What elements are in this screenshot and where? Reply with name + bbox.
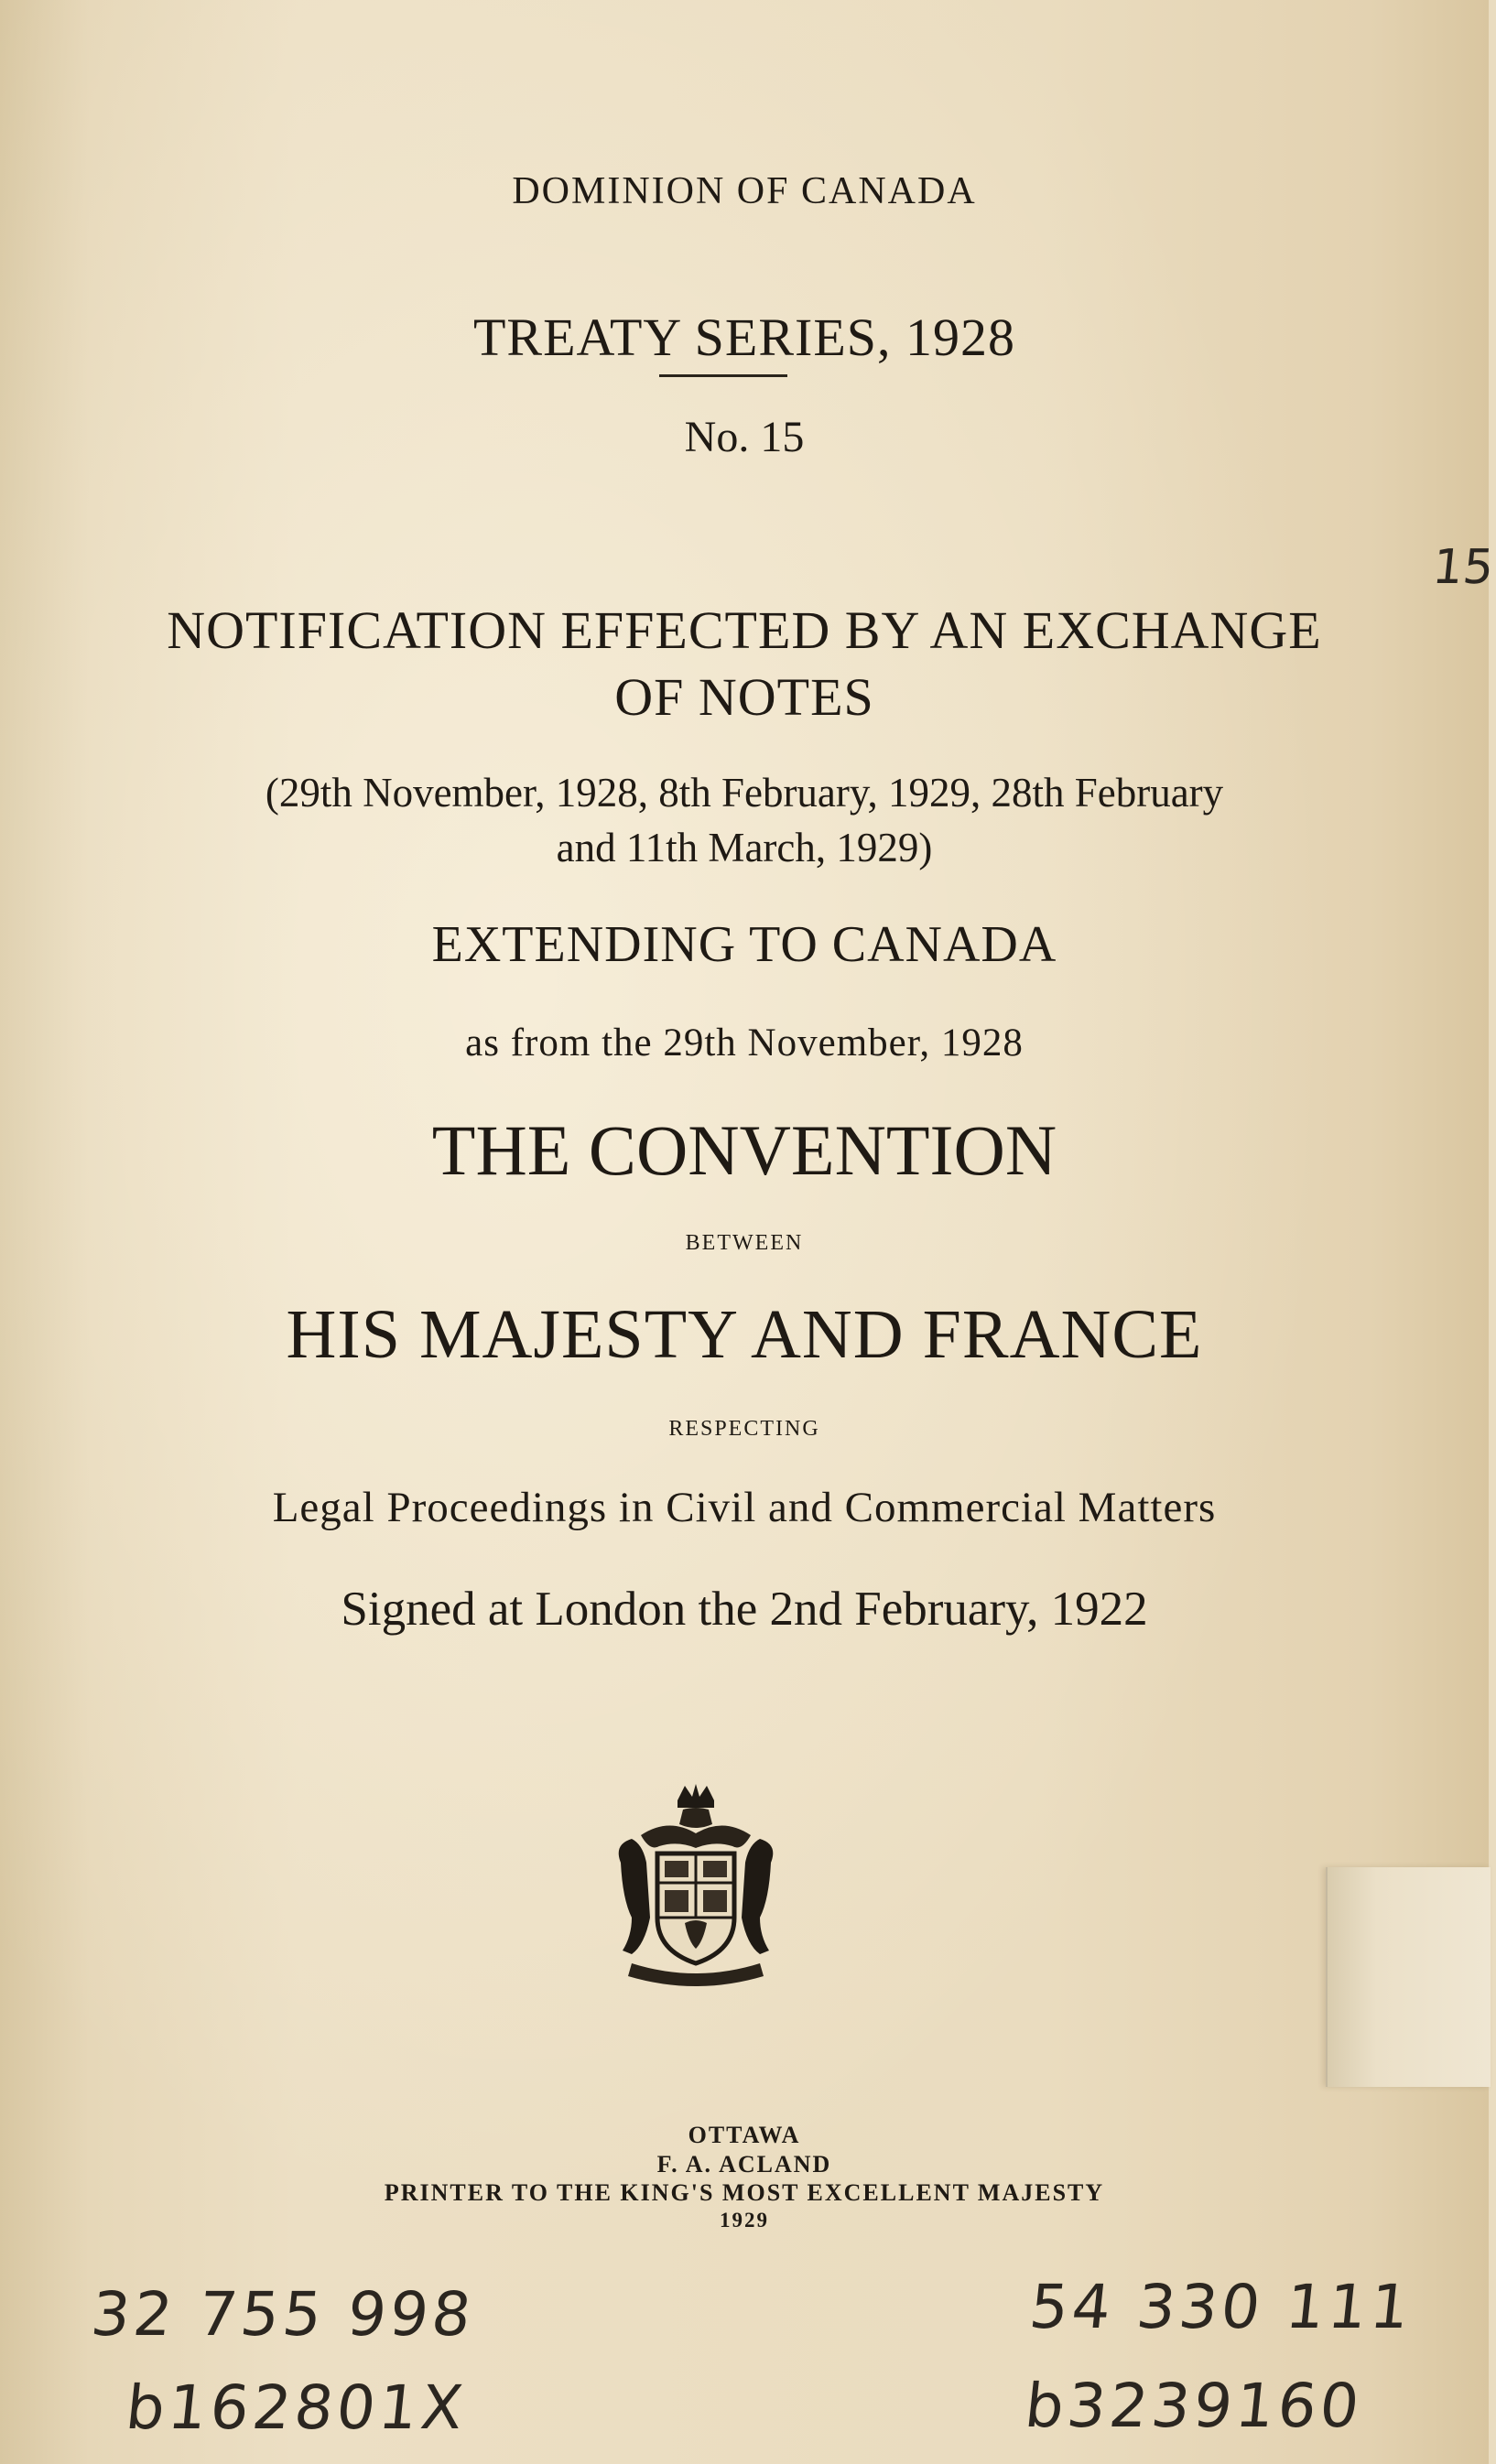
notification-title-line-2: OF NOTES [614, 667, 874, 727]
canada-coat-of-arms-icon [604, 1780, 787, 1991]
imprint-printer-title: PRINTER TO THE KING'S MOST EXCELLENT MAJESTY [384, 2179, 1105, 2206]
handwritten-call-number-left-2: b162801X [122, 2372, 471, 2443]
handwritten-call-number-left-1: 32 755 998 [87, 2279, 478, 2350]
signed-line: Signed at London the 2nd February, 1922 [341, 1583, 1148, 1636]
parties-heading: HIS MAJESTY AND FRANCE [286, 1296, 1203, 1373]
subject-line: Legal Proceedings in Civil and Commercial Matters [272, 1484, 1217, 1531]
imprint-printer-name: F. A. ACLAND [656, 2151, 832, 2178]
respecting-label: RESPECTING [668, 1417, 820, 1441]
imprint-place: OTTAWA [688, 2122, 801, 2148]
effective-date-line: as from the 29th November, 1928 [465, 1021, 1024, 1064]
page-tab-slip [1326, 1867, 1491, 2087]
treaty-series-heading: TREATY SERIES, 1928 [472, 308, 1016, 367]
imprint-year: 1929 [720, 2209, 769, 2232]
handwritten-call-number-right-2: b3239160 [1021, 2371, 1366, 2441]
convention-heading: THE CONVENTION [431, 1110, 1057, 1190]
exchange-dates-line-1: (29th November, 1928, 8th February, 1929, 28th February [265, 770, 1224, 816]
extending-heading: EXTENDING TO CANADA [431, 916, 1057, 973]
exchange-dates-line-2: and 11th March, 1929) [556, 825, 933, 870]
dominion-heading: DOMINION OF CANADA [512, 170, 977, 212]
handwritten-margin-mark: 15 [1429, 540, 1496, 595]
handwritten-call-number-right-1: 54 330 111 [1025, 2272, 1416, 2342]
between-label: BETWEEN [685, 1231, 804, 1255]
heading-divider [659, 374, 787, 377]
treaty-number: No. 15 [684, 413, 805, 461]
notification-title-line-1: NOTIFICATION EFFECTED BY AN EXCHANGE [167, 600, 1322, 660]
